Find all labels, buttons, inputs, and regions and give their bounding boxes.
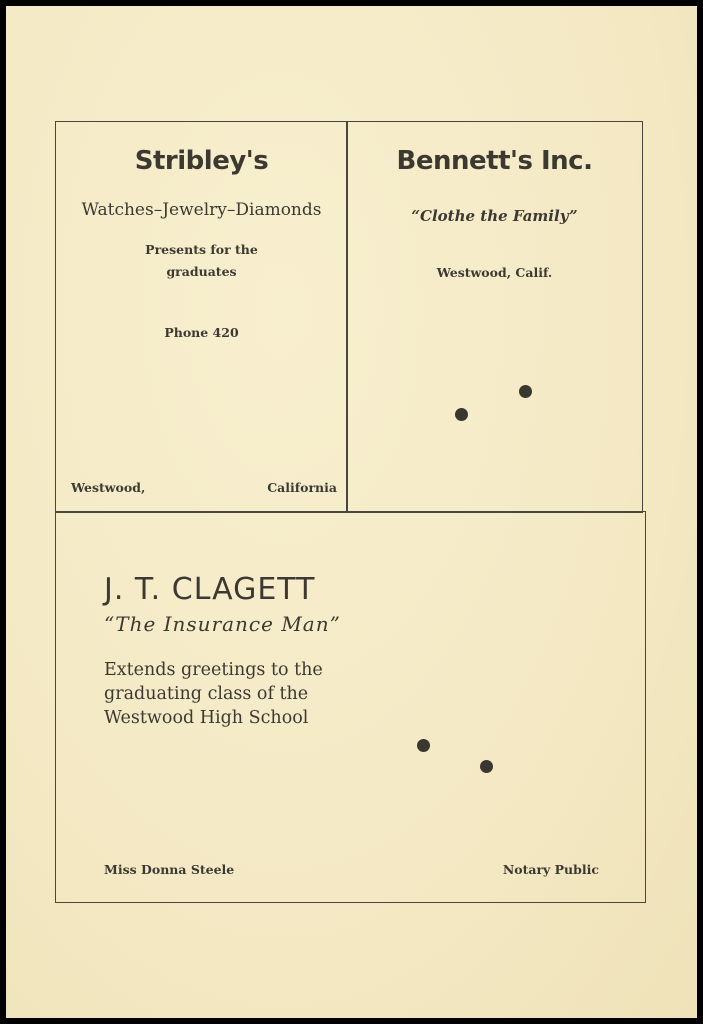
- decorative-dot: [455, 408, 468, 421]
- stribleys-name: Stribley's: [134, 146, 269, 176]
- stribleys-phone: Phone 420: [164, 325, 239, 340]
- stribleys-presents-line-1: Presents for the: [145, 242, 258, 257]
- decorative-dot: [417, 739, 430, 752]
- clagett-greeting-line: Westwood High School: [104, 708, 309, 728]
- clagett-ad: [55, 511, 646, 903]
- bennetts-location: Westwood, Calif.: [436, 265, 553, 280]
- clagett-name: J. T. CLAGETT: [104, 572, 316, 607]
- stribleys-presents-line-2: graduates: [166, 264, 237, 279]
- stribleys-city: Westwood,: [71, 480, 146, 495]
- stribleys-ad: [55, 121, 348, 513]
- stribleys-tagline: Watches–Jewelry–Diamonds: [81, 200, 322, 220]
- decorative-dot: [480, 760, 493, 773]
- clagett-agent: Miss Donna Steele: [104, 862, 235, 877]
- clagett-notary: Notary Public: [502, 862, 599, 877]
- stribleys-state: California: [267, 480, 337, 495]
- clagett-slogan: “The Insurance Man”: [104, 612, 341, 636]
- bennetts-ad: [346, 121, 643, 513]
- clagett-greeting-line: Extends greetings to the: [104, 660, 323, 680]
- decorative-dot: [519, 385, 532, 398]
- bennetts-slogan: “Clothe the Family”: [411, 207, 578, 225]
- yearbook-ad-page: [6, 6, 697, 1018]
- clagett-greeting-line: graduating class of the: [104, 684, 309, 704]
- bennetts-name: Bennett's Inc.: [396, 146, 593, 176]
